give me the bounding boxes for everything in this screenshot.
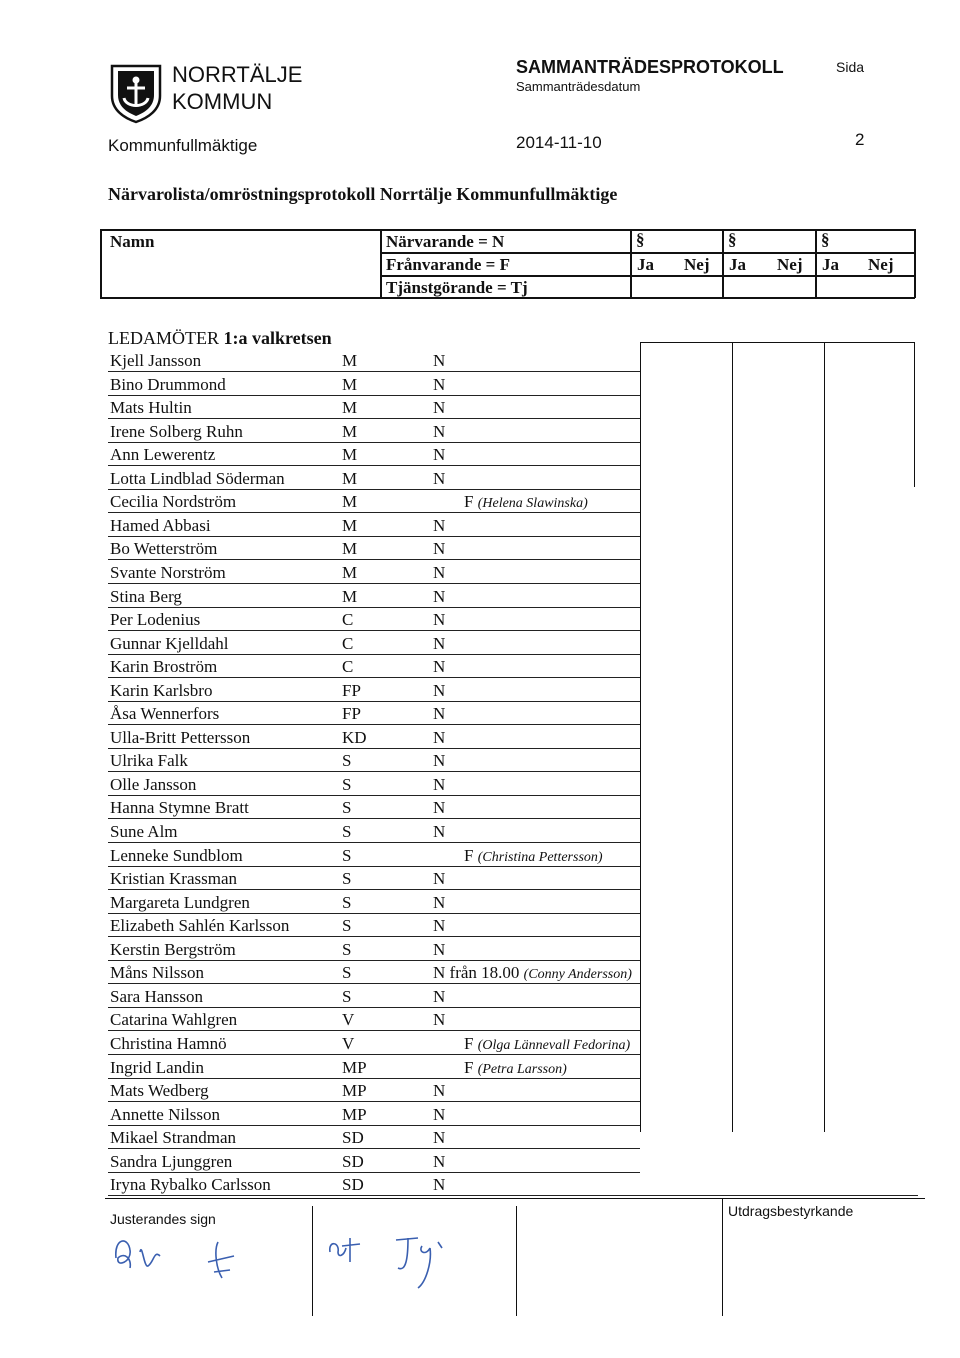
member-name: Iryna Rybalko Carlsson bbox=[110, 1175, 271, 1195]
row-divider bbox=[108, 1172, 640, 1173]
member-substitute-note: (Olga Lännevall Fedorina) bbox=[477, 1037, 631, 1053]
member-status bbox=[433, 940, 445, 960]
row-divider bbox=[108, 371, 640, 372]
member-status-code: N bbox=[433, 421, 446, 441]
member-status-code: N bbox=[433, 751, 446, 771]
member-name: Svante Norström bbox=[110, 562, 226, 582]
page-number: 2 bbox=[855, 130, 865, 149]
member-status bbox=[433, 775, 445, 795]
member-status-code: F bbox=[464, 845, 474, 865]
page-label: Sida bbox=[836, 59, 865, 75]
member-party: V bbox=[342, 1010, 355, 1030]
member-name: Cecilia Nordström bbox=[110, 492, 237, 512]
member-name: Gunnar Kjelldahl bbox=[110, 633, 229, 653]
row-divider bbox=[108, 465, 640, 466]
member-status-code: F bbox=[464, 1057, 474, 1077]
member-status-code: N bbox=[433, 351, 446, 370]
row-divider bbox=[108, 442, 640, 443]
member-status bbox=[464, 846, 603, 866]
row-divider bbox=[108, 724, 640, 725]
row-divider bbox=[108, 748, 640, 749]
row-divider bbox=[108, 1195, 918, 1196]
row-divider bbox=[108, 559, 640, 560]
member-status-code: N bbox=[433, 515, 446, 535]
member-status bbox=[433, 539, 445, 559]
member-name: Elizabeth Sahlén Karlsson bbox=[110, 916, 290, 936]
section-symbol: § bbox=[728, 230, 737, 249]
member-status bbox=[433, 916, 445, 936]
member-status bbox=[433, 893, 445, 913]
member-status-code: N bbox=[433, 869, 446, 889]
member-name: Kristian Krassman bbox=[110, 869, 238, 889]
row-divider bbox=[108, 983, 640, 984]
member-party: C bbox=[342, 633, 354, 653]
member-party: FP bbox=[342, 680, 361, 700]
row-divider bbox=[108, 866, 640, 867]
row-divider bbox=[108, 818, 640, 819]
vote-yes-header: Ja bbox=[822, 255, 839, 274]
member-party: S bbox=[342, 869, 352, 889]
member-party: KD bbox=[342, 727, 367, 747]
section-symbol: § bbox=[821, 230, 830, 249]
certification-label: Utdragsbestyrkande bbox=[728, 1203, 854, 1219]
row-divider bbox=[108, 889, 640, 890]
member-substitute-note: (Conny Andersson) bbox=[523, 967, 632, 983]
member-status bbox=[433, 1010, 445, 1030]
member-party: M bbox=[342, 515, 358, 535]
protocol-title: SAMMANTRÄDESPROTOKOLL bbox=[516, 57, 784, 77]
member-party: C bbox=[342, 657, 354, 677]
member-status bbox=[433, 704, 445, 724]
member-party: M bbox=[342, 374, 358, 394]
member-status-code: N bbox=[433, 374, 446, 394]
member-name: Åsa Wennerfors bbox=[110, 704, 220, 724]
member-status bbox=[433, 516, 445, 536]
member-party: M bbox=[342, 539, 358, 559]
member-status-code: N bbox=[433, 704, 446, 724]
member-party: S bbox=[342, 986, 352, 1006]
row-divider bbox=[108, 418, 640, 419]
member-name: Mikael Strandman bbox=[110, 1128, 237, 1148]
member-name: Stina Berg bbox=[110, 586, 182, 606]
member-status-code: N bbox=[433, 774, 446, 794]
member-party: M bbox=[342, 492, 358, 512]
row-divider bbox=[108, 1148, 640, 1149]
member-status-code: N bbox=[433, 586, 446, 606]
member-party: S bbox=[342, 822, 352, 841]
member-status bbox=[433, 822, 445, 842]
member-name: Sandra Ljunggren bbox=[110, 1151, 233, 1171]
section-heading bbox=[108, 328, 332, 349]
row-divider bbox=[108, 1054, 640, 1055]
member-party: C bbox=[342, 610, 354, 630]
member-name: Ingrid Landin bbox=[110, 1057, 204, 1077]
member-name: Ulla-Britt Pettersson bbox=[110, 727, 251, 747]
section-symbol: § bbox=[636, 230, 645, 249]
member-name: Hanna Stymne Bratt bbox=[110, 798, 249, 818]
member-status bbox=[433, 681, 445, 701]
member-name: Kjell Jansson bbox=[110, 351, 202, 370]
document-title: Närvarolista/omröstningsprotokoll Norrtälje Kommunfullmäktige bbox=[108, 184, 618, 204]
vote-yes-header: Ja bbox=[729, 255, 746, 274]
org-name-line1: NORRTÄLJE bbox=[172, 62, 303, 87]
member-party: MP bbox=[342, 1081, 367, 1101]
meeting-date: 2014-11-10 bbox=[516, 133, 602, 152]
member-status-code: N bbox=[433, 916, 446, 936]
member-status bbox=[433, 610, 445, 630]
member-party: M bbox=[342, 586, 358, 606]
member-party: S bbox=[342, 774, 352, 794]
member-status bbox=[433, 1105, 445, 1125]
member-status-code: N bbox=[433, 1175, 446, 1195]
legend-absent: Frånvarande = F bbox=[386, 255, 510, 274]
vote-yes-header: Ja bbox=[637, 255, 654, 274]
handwritten-signature-2 bbox=[322, 1222, 462, 1297]
member-status-code: N bbox=[433, 1128, 446, 1148]
row-divider bbox=[108, 842, 640, 843]
member-status bbox=[433, 469, 445, 489]
member-status bbox=[433, 445, 445, 465]
member-substitute-note: (Helena Slawinska) bbox=[477, 496, 588, 512]
row-divider bbox=[108, 489, 640, 490]
department-name: Kommunfullmäktige bbox=[108, 136, 258, 155]
member-status bbox=[433, 963, 632, 983]
member-party: S bbox=[342, 963, 352, 983]
member-status bbox=[433, 398, 445, 418]
member-status-code: N bbox=[433, 633, 446, 653]
member-status-code: N bbox=[433, 727, 446, 747]
member-status bbox=[464, 1034, 630, 1054]
legend-serving: Tjänstgörande = Tj bbox=[386, 278, 528, 297]
member-name: Sune Alm bbox=[110, 822, 178, 841]
row-divider bbox=[108, 771, 640, 772]
member-party: MP bbox=[342, 1057, 367, 1077]
member-status-code: N från 18.00 bbox=[433, 963, 520, 983]
member-name: Irene Solberg Ruhn bbox=[110, 421, 243, 441]
row-divider bbox=[108, 1101, 640, 1102]
member-status bbox=[433, 728, 445, 748]
member-name: Christina Hamnö bbox=[110, 1033, 227, 1053]
member-status bbox=[433, 1152, 445, 1172]
member-status bbox=[433, 634, 445, 654]
row-divider bbox=[108, 583, 640, 584]
member-status-code: N bbox=[433, 445, 446, 465]
member-status bbox=[464, 1058, 567, 1078]
member-status bbox=[433, 351, 445, 371]
member-name: Per Lodenius bbox=[110, 610, 201, 630]
row-divider bbox=[108, 1078, 640, 1079]
legend-present: Närvarande = N bbox=[386, 232, 505, 251]
member-name: Karin Broström bbox=[110, 657, 218, 677]
member-name: Margareta Lundgren bbox=[110, 892, 250, 912]
protocol-subtitle: Sammanträdesdatum bbox=[516, 79, 641, 94]
member-party: SD bbox=[342, 1128, 364, 1148]
member-status bbox=[433, 422, 445, 442]
row-divider bbox=[108, 395, 640, 396]
municipality-logo bbox=[108, 62, 164, 124]
row-divider bbox=[108, 1125, 640, 1126]
member-name: Sara Hansson bbox=[110, 986, 204, 1006]
member-substitute-note: (Christina Pettersson) bbox=[477, 849, 603, 865]
handwritten-signature-1 bbox=[110, 1228, 250, 1293]
member-name: Olle Jansson bbox=[110, 774, 197, 794]
row-divider bbox=[108, 795, 640, 796]
member-name: Måns Nilsson bbox=[110, 963, 204, 983]
member-status-code: N bbox=[433, 1081, 446, 1101]
member-party: SD bbox=[342, 1175, 364, 1195]
member-status-code: N bbox=[433, 939, 446, 959]
row-divider bbox=[108, 1007, 640, 1008]
row-divider bbox=[108, 960, 640, 961]
member-status bbox=[433, 375, 445, 395]
member-name: Hamed Abbasi bbox=[110, 515, 211, 535]
row-divider bbox=[108, 607, 640, 608]
member-party: M bbox=[342, 445, 358, 465]
row-divider bbox=[108, 1030, 640, 1031]
member-status-code: N bbox=[433, 657, 446, 677]
member-status-code: N bbox=[433, 798, 446, 818]
member-status bbox=[433, 1081, 445, 1101]
member-party: M bbox=[342, 468, 358, 488]
member-party: S bbox=[342, 916, 352, 936]
member-party: MP bbox=[342, 1104, 367, 1124]
member-status-code: F bbox=[464, 1033, 474, 1053]
row-divider bbox=[108, 630, 640, 631]
section-label: LEDAMÖTER bbox=[108, 328, 219, 348]
member-status-code: N bbox=[433, 1151, 446, 1171]
member-name: Ulrika Falk bbox=[110, 751, 188, 771]
member-status bbox=[433, 1128, 445, 1148]
member-status-code: N bbox=[433, 986, 446, 1006]
member-status-code: N bbox=[433, 822, 446, 841]
member-name: Mats Wedberg bbox=[110, 1081, 209, 1101]
signature-label: Justerandes sign bbox=[110, 1211, 216, 1227]
vote-no-header: Nej bbox=[868, 255, 894, 274]
row-divider bbox=[108, 913, 640, 914]
member-status-code: N bbox=[433, 468, 446, 488]
member-party: V bbox=[342, 1033, 355, 1053]
member-status-code: N bbox=[433, 892, 446, 912]
member-party: SD bbox=[342, 1151, 364, 1171]
row-divider bbox=[108, 701, 640, 702]
member-party: FP bbox=[342, 704, 361, 724]
member-party: M bbox=[342, 562, 358, 582]
member-status bbox=[433, 751, 445, 771]
member-status-code: N bbox=[433, 539, 446, 559]
member-name: Lotta Lindblad Söderman bbox=[110, 468, 285, 488]
member-substitute-note: (Petra Larsson) bbox=[477, 1061, 567, 1077]
member-status bbox=[433, 657, 445, 677]
member-status bbox=[433, 1175, 445, 1195]
member-status-code: N bbox=[433, 1010, 446, 1030]
member-name: Annette Nilsson bbox=[110, 1104, 221, 1124]
member-status-code: N bbox=[433, 398, 446, 418]
row-divider bbox=[108, 936, 640, 937]
member-status-code: N bbox=[433, 562, 446, 582]
member-status bbox=[433, 798, 445, 818]
org-name-line2: KOMMUN bbox=[172, 89, 273, 114]
member-name: Lenneke Sundblom bbox=[110, 845, 243, 865]
row-divider bbox=[108, 536, 640, 537]
member-status-code: N bbox=[433, 1104, 446, 1124]
member-party: S bbox=[342, 798, 352, 818]
name-column-header: Namn bbox=[110, 232, 155, 251]
member-party: S bbox=[342, 751, 352, 771]
section-district: 1:a valkretsen bbox=[223, 328, 332, 348]
member-status-code: N bbox=[433, 680, 446, 700]
member-status bbox=[433, 869, 445, 889]
member-status-code: F bbox=[464, 492, 474, 512]
member-party: S bbox=[342, 845, 352, 865]
member-name: Ann Lewerentz bbox=[110, 445, 216, 465]
member-name: Bo Wetterström bbox=[110, 539, 218, 559]
member-status-code: N bbox=[433, 610, 446, 630]
member-status bbox=[433, 987, 445, 1007]
member-party: M bbox=[342, 398, 358, 418]
member-name: Kerstin Bergström bbox=[110, 939, 236, 959]
member-status bbox=[433, 563, 445, 583]
member-party: M bbox=[342, 421, 358, 441]
row-divider bbox=[108, 654, 640, 655]
member-name: Karin Karlsbro bbox=[110, 680, 213, 700]
row-divider bbox=[108, 512, 640, 513]
row-divider bbox=[108, 677, 640, 678]
member-name: Catarina Wahlgren bbox=[110, 1010, 238, 1030]
member-party: M bbox=[342, 351, 358, 370]
vote-no-header: Nej bbox=[684, 255, 710, 274]
member-party: S bbox=[342, 939, 352, 959]
member-name: Bino Drummond bbox=[110, 374, 226, 394]
member-status bbox=[433, 587, 445, 607]
member-party: S bbox=[342, 892, 352, 912]
member-status bbox=[464, 492, 588, 512]
vote-no-header: Nej bbox=[777, 255, 803, 274]
member-name: Mats Hultin bbox=[110, 398, 192, 418]
